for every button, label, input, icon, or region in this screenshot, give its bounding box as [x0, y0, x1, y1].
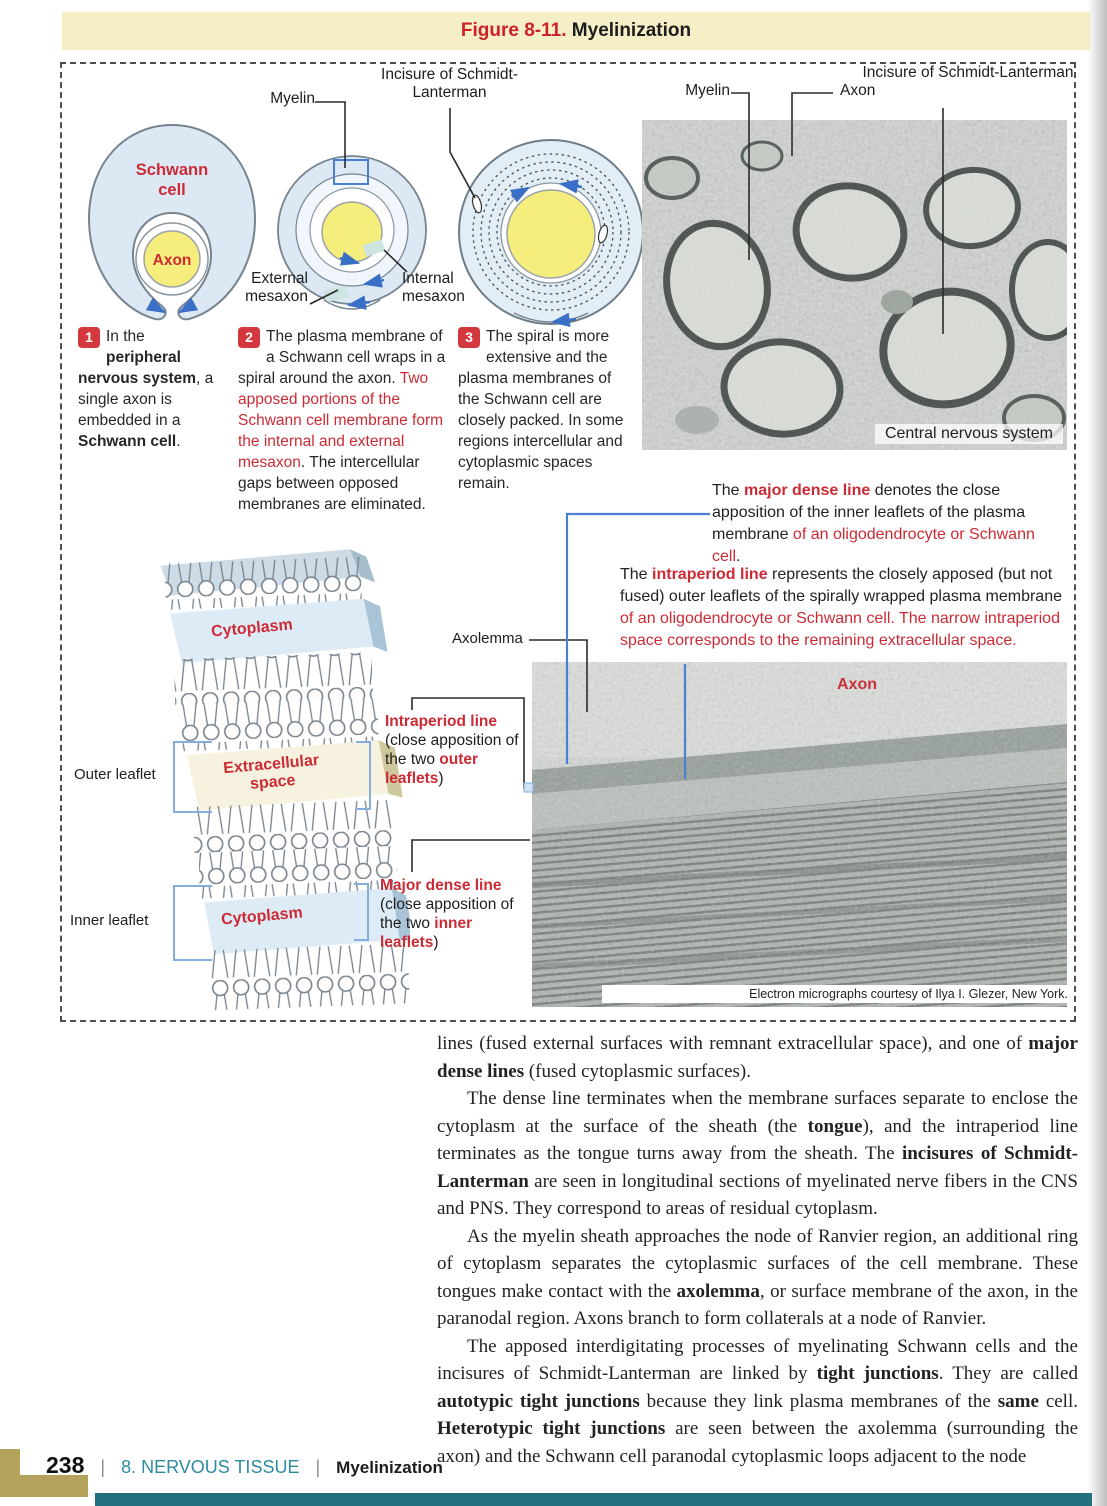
page-footer [0, 1448, 1107, 1494]
schwann-cell-label: Schwann cell [135, 161, 209, 199]
page-number: 238 [46, 1452, 85, 1478]
intraperiod-line-label: Intraperiod line (close apposition of the two outer leaflets) [385, 713, 519, 787]
inner-leaflet-label: Inner leaflet [70, 912, 149, 929]
caption-1-text: In the peripheral nervous system, a single axon is embedded in a Schwann cell. [78, 328, 214, 450]
em-lamellae-texture [532, 662, 1067, 1007]
axon-label-diagram1: Axon [152, 252, 192, 269]
caption-2 [238, 326, 450, 515]
section-title: Myelinization [336, 1458, 443, 1477]
axon-label-em-bottom: Axon [837, 676, 877, 693]
page-edge-shadow [1088, 0, 1107, 1506]
caption-3-badge: 3 [458, 327, 480, 348]
electron-micrograph-lamellae [532, 662, 1067, 1007]
caption-1-badge: 1 [78, 327, 100, 348]
myelin-label-em: Myelin [685, 82, 730, 99]
axolemma-label: Axolemma [452, 630, 523, 647]
caption-3-text: The spiral is more extensive and the plasma membranes of the Schwann cell are closely packed. In some regions intercellular and cytoplasmic spaces remain. [458, 328, 624, 492]
bottom-accent-bar [95, 1493, 1092, 1506]
caption-2-text: The plasma membrane of a Schwann cell wraps in a spiral around the axon. Two apposed portions of the Schwann cell membrane form the internal and external mesaxon. The intercellular gaps between opposed membranes are eliminated. [238, 328, 446, 513]
intraperiod-line-description: The intraperiod line represents the closely apposed (but not fused) outer leaflets of the spirally wrapped plasma membrane of an oligodendrocyte or Schwann cell. The narrow intraperiod space corresponds to the remaining extracellular space. [620, 566, 1062, 649]
spiral-diagram-3 [454, 135, 649, 330]
extracellular-space-label: Extracellular space [222, 751, 320, 793]
axon-label-em-top: Axon [840, 82, 876, 99]
caption-1 [78, 326, 216, 452]
figure-panel [60, 62, 1076, 1022]
external-mesaxon-label: External mesaxon [245, 270, 308, 305]
internal-mesaxon-label: Internal mesaxon [402, 270, 465, 305]
footer-separator-2: | [315, 1457, 321, 1477]
major-dense-line-label: Major dense line (close apposition of the two inner leaflets) [380, 877, 514, 951]
cytoplasm-label-top: Cytoplasm [210, 616, 294, 641]
em-cns-texture [642, 120, 1067, 450]
paragraph-3: As the myelin sheath approaches the node of Ranvier region, an additional ring of cytoplasm separates the cytoplasmic surfaces of the cell membrane. These tongues make contact with the axolemma, or surface membrane of the axon, in the paranodal region. Axons branch to form collaterals at a node of Ranvier. [437, 1225, 1078, 1329]
caption-2-badge: 2 [238, 327, 260, 348]
caption-3 [458, 326, 636, 494]
cns-overlay-label: Central nervous system [875, 424, 1063, 444]
body-text [437, 1030, 1078, 1470]
paragraph-1: lines (fused external surfaces with remnant extracellular space), and one of major dense lines (fused cytoplasmic surfaces). [437, 1033, 1078, 1082]
paragraph-4: The apposed interdigitating processes of myelinating Schwann cells and the incisures of Schmidt-Lanterman are linked by tight junctions. They are called autotypic tight junctions because they link plasma membranes of the same cell. Heterotypic tight junctions are seen between the axolemma (surrounding the axon) and the Schwann cell paranodal cytoplasmic loops adjacent to the node [437, 1335, 1078, 1467]
outer-leaflet-label: Outer leaflet [74, 766, 156, 783]
photo-credit: Electron micrographs courtesy of Ilya I. Glezer, New York. [602, 985, 1072, 1003]
major-dense-line-description: The major dense line denotes the close apposition of the inner leaflets of the plasma membrane of an oligodendrocyte or Schwann cell. [712, 482, 1035, 565]
electron-micrograph-cns [642, 120, 1067, 450]
paragraph-2: The dense line terminates when the membrane surfaces separate to enclose the cytoplasm at the surface of the sheath (the tongue), and the intraperiod line terminates as the tongue turns away from the sheath. The incisures of Schmidt-Lanterman are seen in longitudinal sections of myelinated nerve fibers in the CNS and PNS. They correspond to areas of residual cytoplasm. [437, 1088, 1078, 1219]
incisure-label-em: Incisure of Schmidt-Lanterman [862, 64, 1074, 81]
footer-separator-1: | [100, 1457, 106, 1477]
cytoplasm-label-bottom: Cytoplasm [220, 904, 304, 929]
figure-title-bar [62, 12, 1090, 50]
incisure-label-diagrams: Incisure of Schmidt-Lanterman [381, 66, 518, 101]
figure-number: Figure 8-11. [460, 20, 567, 41]
chapter-title: 8. NERVOUS TISSUE [121, 1457, 300, 1477]
myelin-label-diagram2: Myelin [270, 90, 315, 107]
figure-title: Myelinization [571, 20, 692, 41]
